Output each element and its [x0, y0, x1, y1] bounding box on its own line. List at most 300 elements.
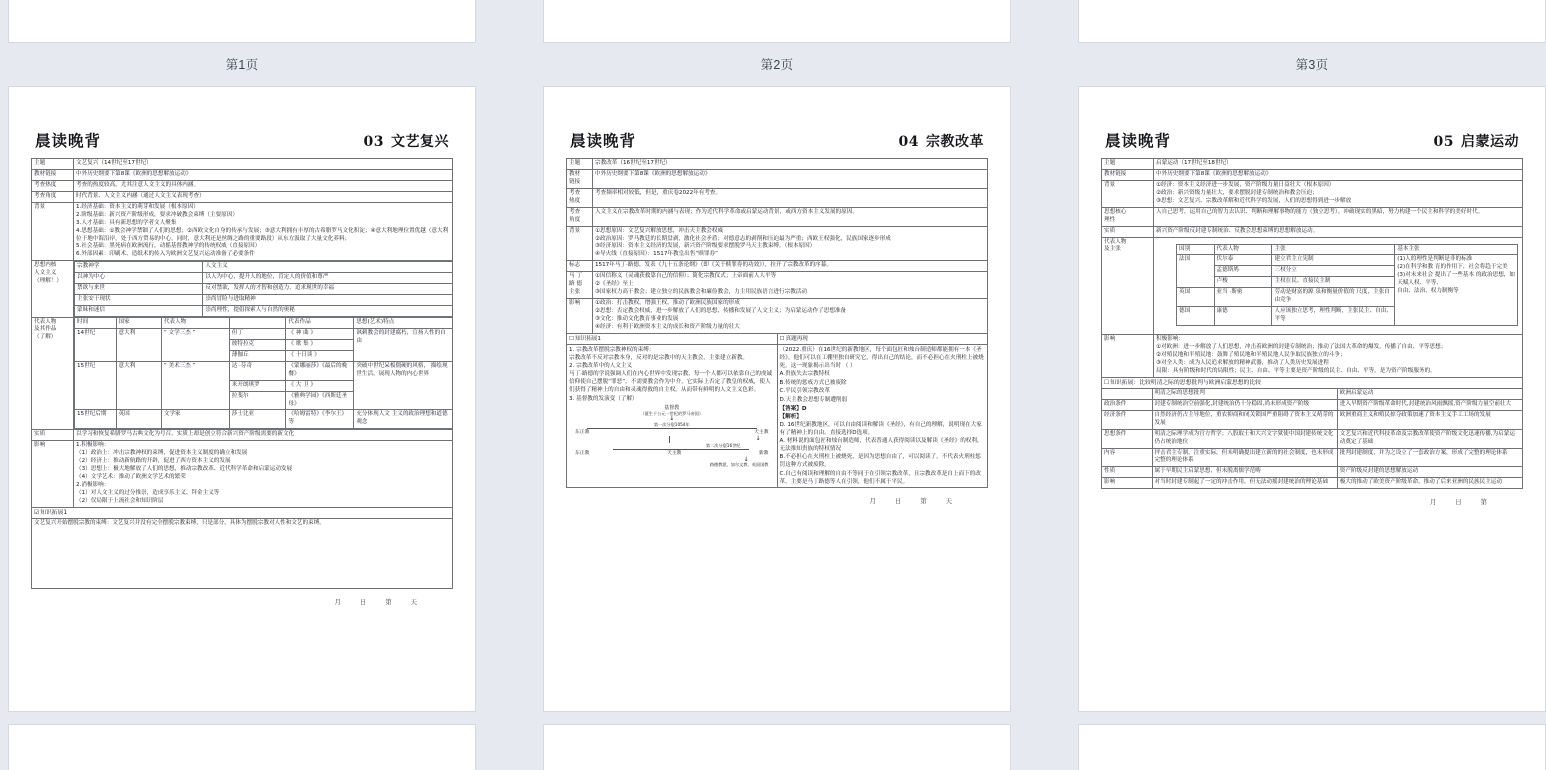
line: （理解！） — [34, 278, 62, 285]
footer-day: 日 — [894, 496, 904, 505]
page-label-2: 第2页 — [760, 58, 794, 72]
line: 人文主义 — [34, 270, 57, 277]
tree-leaf: 路德教派、加尔文教、英国国教 — [709, 462, 769, 468]
tree-connector — [613, 449, 749, 450]
line: 2. 宗教改革中的人文主义 — [569, 363, 633, 370]
cell: 蒙昧和迷信 — [75, 306, 203, 317]
line: 代表人物 — [34, 318, 57, 325]
option: D.天主教会思想专制遭削弱 — [779, 397, 848, 404]
compare-bar-row — [1102, 377, 1523, 388]
table-row — [32, 191, 453, 202]
checkbox-icon: ☑ — [34, 509, 40, 516]
tree-root: 基督教 — [664, 404, 680, 411]
line: 热度 — [569, 197, 581, 204]
page-footer-3 — [1101, 489, 1523, 506]
line: ①经济：资本主义经济进一步发展，资产阶级力量日益壮大（根本原因） — [1156, 181, 1335, 188]
cell-country: 德国 — [1177, 307, 1215, 326]
row-value — [593, 226, 988, 261]
extension-bar-label: 知识拓展1 — [575, 335, 601, 342]
cell-work: 《 神 曲 》 — [286, 328, 354, 339]
arrow-down-icon: ↓ — [743, 456, 749, 464]
row-value: 人文主义在宗教改革时期的内涵与表现；作为近代科学革命或启蒙运动背景，或西方资本主义发展的原因。 — [593, 207, 988, 226]
tree-node: 东正教 — [575, 429, 590, 435]
lesson-title: 宗教改革 — [926, 134, 984, 150]
cell-left: 抨击君主专制，注重实际，但未明确提出建立新的的社会制度，也未形成完整的理论体系 — [1152, 448, 1337, 467]
cell-school: 文学家 — [161, 410, 229, 429]
table-row — [1102, 388, 1523, 399]
line: ③文化：推动文化教育事业的发展 — [595, 315, 679, 322]
page-column-3 — [1078, 0, 1546, 770]
analysis-item: C.自己有阅读和理解的自由不等同于在引领宗教改革，且宗教改革是自上而下的改革，主要是马丁路德等人在引领，他们不属于平民。 — [779, 470, 981, 485]
col-header: 代表人物 — [1214, 244, 1272, 255]
checkbox-icon: ☐ — [569, 335, 575, 342]
lesson-heading — [364, 131, 449, 151]
table-row — [1102, 429, 1523, 448]
cell-left: 对当时封建专制起了一定的冲击作用，但无法动摇封建统治的理论基础 — [1152, 478, 1337, 489]
tree-connector — [587, 428, 757, 429]
row-value: 启蒙运动（17世纪至18世纪） — [1154, 159, 1523, 170]
cell-person: 拉斐尔 — [229, 391, 286, 410]
row-label: 思想条件 — [1102, 429, 1153, 448]
row-label: 考查角度 — [32, 191, 74, 202]
table-row — [32, 202, 453, 261]
line: ③国家权力高干教会；建立独立的民族教会和廉俭教会，力主用民族语言进行宗教活动 — [595, 289, 807, 296]
line: 2.消极影响： — [76, 481, 110, 488]
row-value: 中外历史纲要下第8课《欧洲的思想解放运动》 — [74, 169, 453, 180]
cell-work: 《 十日谈 》 — [286, 350, 354, 361]
line: （1）对人文主义的过分推崇，造成享乐主义、拜金主义等 — [76, 489, 220, 496]
table-row — [75, 361, 453, 380]
table-row — [1102, 467, 1523, 478]
cell-school: “ 文学三杰 ” — [161, 328, 229, 361]
row-label — [1102, 207, 1154, 226]
row-label: 标志 — [567, 261, 593, 272]
row-label: 影响 — [1102, 478, 1153, 489]
line: 思想核心 — [1104, 208, 1127, 215]
tree-root-note: （诞生于公元一世纪的罗马帝国） — [640, 410, 704, 416]
extension-bar — [32, 507, 453, 518]
cell-country: 英国 — [1177, 288, 1215, 307]
cell-left: 自然经济仍占主导地位，重农抑商和闭关锁国严重阻碍了资本主义萌芽的发展 — [1152, 410, 1337, 429]
col-header: 人文主义 — [203, 262, 452, 273]
doc-header-1 — [31, 129, 453, 158]
line: （2）仅局限于上流社会和知识阶层 — [76, 497, 164, 504]
line: 角度 — [569, 216, 581, 223]
page-label-3: 第3页 — [1295, 58, 1329, 72]
tree-split-2: 第二次分裂16世纪 — [705, 442, 741, 448]
humanism-label — [32, 261, 74, 317]
line: 思想内核 — [34, 262, 57, 269]
extension-text: 文艺复兴开始摆脱宗教的束缚：文艺复兴并没有完全摆脱宗教束缚，只是部分。具体为摆脱宗教对人性和文艺的束缚。 — [32, 518, 453, 588]
table-row — [567, 188, 988, 207]
cell-name: 孟德斯鸠 — [1214, 266, 1272, 277]
line: 考查 — [569, 189, 581, 196]
table-row — [567, 344, 988, 487]
lesson-number: 03 — [363, 134, 384, 150]
cell-trait: 充分体现人文 主义的政治理想和道德观念 — [354, 410, 452, 429]
col-header: 欧洲启蒙运动 — [1337, 388, 1522, 399]
influence-row — [1102, 335, 1523, 378]
line: 路 德 — [569, 281, 582, 288]
content-table-2 — [566, 158, 988, 334]
table-row — [32, 159, 453, 170]
table-row — [567, 169, 988, 188]
figures-label — [32, 317, 74, 430]
table-row — [75, 295, 453, 306]
cell-person: 莎士比亚 — [229, 410, 286, 429]
line: ②政治：新兴资级力量壮大，要求摆脱封建专制统治和教会压迫； — [1156, 189, 1318, 196]
footer-day: 日 — [1455, 498, 1464, 507]
row-value: 新兴资产阶级反封建专制统治、反教会思想束缚的思想解放运动。 — [1154, 226, 1523, 237]
cell-time: 15世纪后期 — [75, 410, 117, 429]
footer-days: 天 — [945, 496, 954, 505]
table-row — [567, 159, 988, 170]
col-header — [1102, 388, 1153, 399]
row-label: 主题 — [567, 159, 593, 170]
cell-right: 文艺复兴和近代科技革命及宗教改革使资产阶级文化迅速传播,为启蒙运动奠定了基础 — [1337, 429, 1522, 448]
row-value: 时代背景、人文主义内涵（通过人文主义表现考查） — [74, 191, 453, 202]
humanism-table — [74, 261, 453, 317]
cell-claim: 建立君主立宪制 — [1272, 255, 1395, 266]
row-label: 考查热度 — [32, 180, 74, 191]
row-value: 以学习和恢复希腊罗马古典文化为号召，实质上却是创立符合新兴资产阶级需要的新文化 — [74, 430, 453, 441]
row-label: 实质 — [32, 430, 74, 441]
analysis-label: 【解析】 — [779, 413, 802, 420]
arrow-down-icon: ↓ — [669, 415, 675, 423]
cell-name: 卢梭 — [1214, 277, 1272, 288]
line: ④经济：有利于欧洲资本主义的成长和资产阶级力量的壮大 — [595, 323, 740, 330]
extension-bar-right — [777, 333, 988, 344]
row-value: 中外历史纲要下第8课《欧洲的思想解放运动》 — [1154, 169, 1523, 180]
table-row — [32, 180, 453, 191]
extension-bar-label: 知识拓展1 — [40, 509, 68, 516]
cell-right: 进入早期资产阶级革命时代,封建统治风雨飘摇,资产阶级力量空前壮大 — [1337, 399, 1522, 410]
checkbox-icon: ☐ — [779, 335, 785, 342]
lesson-heading — [899, 131, 984, 151]
line: ①思想原因：文艺复兴解放思想，冲击天主教会权威 — [595, 227, 724, 234]
row-label — [567, 272, 593, 299]
table-row — [75, 284, 453, 295]
table-row — [75, 328, 453, 339]
table-row — [75, 273, 453, 284]
page-sheet-3[interactable] — [1078, 86, 1546, 712]
col-header: 主张 — [1272, 244, 1395, 255]
cell-claim: 主权在民、直接民主制 — [1272, 277, 1395, 288]
cell-work: 《雅典学园》《西斯廷圣母》 — [286, 391, 354, 410]
row-value — [74, 441, 453, 508]
line: 4.思想基础：①教会神学禁锢了人们的思想；②西欧文化自身的传承与发展；③意大利拥有丰厚的古希腊罗马文化积淀；④意大利地理位置优越（意大利位于地中海沿岸，处于西方贸易的中心，同时，意大利还是丝绸之路的重要路段）从东方汲取了大量文化养料； — [76, 227, 449, 242]
compare-table — [1101, 388, 1523, 489]
col-header: 代表作品 — [286, 318, 354, 329]
next-page-stub — [543, 724, 1011, 770]
table-row — [1102, 410, 1523, 429]
table-row — [1102, 226, 1523, 237]
cell-school: “ 美术三杰 ” — [161, 361, 229, 410]
line: 积极影响： — [1156, 336, 1184, 342]
table-row — [567, 261, 988, 272]
footer-ordinal: 第 — [1480, 498, 1489, 507]
cell-trait: 讽刺教会的封建腐朽，宣扬人性的自由 — [354, 328, 452, 361]
cell-person: 达 ·芬奇 — [229, 361, 286, 380]
cell-trait: 突破中世纪呆板僵硬的风格， 描绘现世生活，展现人物的内心世界 — [354, 361, 452, 410]
cell-right: 欧洲重商主义和殖民掠夺政策加速了资本主义手工工场的发展 — [1337, 410, 1522, 429]
brand-title: 晨读晚背 — [1105, 131, 1172, 150]
table-row — [75, 262, 453, 273]
humanism-row — [32, 261, 453, 317]
row-label: 性质 — [1102, 467, 1153, 478]
table-row — [75, 318, 453, 329]
doc-header-3 — [1101, 129, 1523, 158]
row-label: 主题 — [32, 159, 74, 170]
cell-name: 康德 — [1214, 307, 1272, 326]
row-label: 政治条件 — [1102, 399, 1153, 410]
row-label: 经济条件 — [1102, 410, 1153, 429]
tree-node: 天主教 — [754, 429, 769, 435]
row-label: 主题 — [1102, 159, 1154, 170]
cell: 禁欲与来世 — [75, 284, 203, 295]
footer-month: 月 — [1429, 498, 1439, 507]
row-value: 宗教改革（16世纪至17世纪） — [593, 159, 988, 170]
thinkers-row — [1102, 237, 1523, 335]
row-label: 实质 — [1102, 226, 1154, 237]
line: （4）文学艺术：推动了欧洲文学艺术的繁荣 — [76, 474, 186, 480]
cell-right: 批判封建制度，并为之设立了一套政治方案，形成了完整的理论体系 — [1337, 448, 1522, 467]
cell-person: 但丁 — [229, 328, 286, 339]
table-row — [567, 207, 988, 226]
line: 及其作品 — [34, 326, 57, 333]
cell-claim: 劳动是财富的源 泉和衡量价值的 尺度，主张自由竞争 — [1272, 288, 1395, 307]
table-row — [1102, 159, 1523, 170]
cell-work: 《哈姆雷特》《李尔王》等 — [286, 410, 354, 429]
line: (3)对未来社会 提出了一些基本 的政治思想，如天赋人权、平等、 — [1397, 272, 1515, 287]
previous-page-stub — [543, 0, 1011, 43]
row-label: 背景 — [567, 226, 593, 261]
footer-month: 月 — [869, 496, 878, 505]
row-label: 影响 — [32, 441, 74, 508]
option: B.传统的惩戒方式已被废除 — [779, 379, 847, 386]
arrow-down-icon: ↓ — [755, 434, 761, 442]
line: 1.经济基础：资本主义的萌芽和发展（根本原因） — [76, 203, 199, 210]
cell: 崇尚理性，提倡探索人与自然的奥秘 — [203, 306, 452, 317]
line: ①政治：打击教权，增强王权，推动了欧洲民族国家的形成 — [595, 300, 740, 307]
thinkers-table — [1176, 244, 1518, 327]
cell-person: 薄伽丘 — [229, 350, 286, 361]
row-value: 文艺复兴（14世纪至17世纪） — [74, 159, 453, 170]
table-row — [1102, 207, 1523, 226]
doc-header-2 — [566, 129, 988, 158]
cell-country: 法国 — [1177, 255, 1215, 288]
two-column-table-2 — [566, 333, 988, 488]
footer-ordinal: 第 — [920, 496, 929, 505]
line: 5.社会基础：黑死病在欧洲流行，动摇基督教神学的传统权威（直接原因） — [76, 243, 261, 250]
compare-bar-label: 知识拓展：比较明清之际的思想批判与欧洲启蒙思想的比较 — [1110, 379, 1261, 386]
col-header: 国别 — [1177, 244, 1215, 255]
figures-table — [74, 317, 453, 429]
cell-basic-claims — [1395, 255, 1518, 326]
cell-claim: 三权分立 — [1272, 266, 1395, 277]
brand-title: 晨读晚背 — [35, 131, 102, 150]
line: ③经济原因：资本主义经济的发展，新兴资产阶级要求摆脱罗马天主教束缚。（根本原因） — [595, 243, 816, 250]
page-label-1: 第1页 — [225, 58, 259, 72]
figures-row — [32, 317, 453, 430]
page-sheet-1[interactable] — [8, 86, 476, 712]
line: 代表人物 — [1104, 238, 1127, 245]
line: 考查 — [569, 208, 581, 215]
line: ②《圣经》至上 — [595, 281, 634, 288]
question-options — [780, 370, 986, 404]
lesson-number: 05 — [1433, 134, 1454, 150]
content-table-1 — [31, 158, 453, 589]
row-value — [1154, 180, 1523, 207]
line: ③思想：文艺复兴、宗教改革解和近代科学的发展，人们的思想得到进一步解放 — [1156, 197, 1352, 204]
col-header: 明清之际的思想批判 — [1152, 388, 1337, 399]
analysis-item: B.不必担心在火刑柱上被烧死，是因为思想自由了，可以阅读了，不代表火刑柱惩罚这种方式被废除。 — [779, 454, 981, 469]
page-footer-2 — [566, 488, 988, 505]
table-row — [567, 272, 988, 299]
cell-person: 米开朗琪罗 — [229, 380, 286, 391]
page-column-2 — [543, 0, 1011, 770]
cell-name: 亚当 ·斯密 — [1214, 288, 1272, 307]
row-label — [567, 188, 593, 207]
line: 教材 — [569, 170, 581, 177]
line: ③对全人类：成为人民追求解放的精神武器，推动了人类历史发展进程 — [1156, 359, 1329, 366]
row-label: 内容 — [1102, 448, 1153, 467]
cell-right: 极大的推动了欧美资产阶级革命，推动了后来亚洲的民族民主运动 — [1337, 478, 1522, 489]
christianity-tree-diagram — [569, 403, 775, 469]
col-header: 宗教神学 — [75, 262, 203, 273]
extension-text-row — [32, 518, 453, 588]
footer-day: 日 — [359, 597, 369, 606]
tree-connector — [669, 436, 670, 443]
row-label — [567, 207, 593, 226]
figures-table-cell — [74, 317, 453, 430]
col-header: 国家 — [116, 318, 161, 329]
table-row — [75, 306, 453, 317]
table-row — [1102, 169, 1523, 180]
row-value — [74, 202, 453, 261]
line: 1. 宗教改革摆脱宗教神权的束缚： — [569, 346, 655, 353]
analysis-item: A. 材料说的面包匠和烛台制造师，代表普通人获得阅读以及解读《圣经》的权利，无法推知贵族的特权情况 — [779, 438, 983, 453]
row-value — [593, 299, 988, 334]
row-label — [567, 169, 593, 188]
table-row — [1177, 255, 1518, 266]
next-page-stub — [1078, 724, 1546, 770]
table-row — [1102, 448, 1523, 467]
cell-time: 15世纪 — [75, 361, 117, 410]
knowledge-extension-cell — [567, 344, 778, 487]
option: C.平民引领宗教改革 — [779, 388, 830, 395]
cell-work: 《 大 卫 》 — [286, 380, 354, 391]
cell: 主张安于现状 — [75, 295, 203, 306]
row-value — [593, 272, 988, 299]
checkbox-icon: ☐ — [1104, 379, 1110, 386]
footer-ordinal: 第 — [385, 597, 394, 606]
analysis-item: D. 16世纪新教地区，可以自由阅读和解读《圣经》，有自己的理解，说明现在大家有了精神上的自由。直接选择D选项。 — [779, 421, 982, 437]
line: 自由、法治、权力制衡等 — [1397, 288, 1459, 295]
line: （了解） — [34, 334, 57, 341]
compare-bar — [1102, 377, 1523, 388]
next-page-stub — [8, 724, 476, 770]
cell-country: 英国 — [116, 410, 161, 429]
table-row — [567, 226, 988, 261]
col-header — [229, 318, 286, 329]
page-column-1 — [8, 0, 476, 770]
cell-left: 明清之际理学成为官方哲学；八股取士和大兴文字狱使中国封建传统文化仍占统治地位 — [1152, 429, 1337, 448]
thinkers-table-cell — [1154, 237, 1523, 335]
cell: 以神为中心 — [75, 273, 203, 284]
answer-label: 【答案】D — [779, 405, 807, 412]
previous-page-stub — [1078, 0, 1546, 43]
lesson-heading — [1434, 131, 1519, 151]
row-label: 背景 — [1102, 180, 1154, 207]
row-label: 教材链接 — [32, 169, 74, 180]
line: （1）政治上：冲击宗教神权的束缚，促进资本主义制度的确立和发展 — [76, 450, 248, 457]
cell: 崇尚冒险与进取精神 — [203, 295, 452, 306]
line: 及主张 — [1104, 246, 1121, 253]
line: ①因信称义（灵魂获救靠自己的信仰）；简化宗教仪式；上帝面前人人平等 — [595, 273, 777, 280]
table-row — [567, 299, 988, 334]
row-value: 人自己思考，运用自己的智力去认识、判断和理解事物的能力（独立思考）。冲破现实的黑暗，努力构建一个民主和科学的美好时代。 — [1154, 207, 1523, 226]
exam-question-cell — [777, 344, 988, 487]
row-value — [1154, 335, 1523, 378]
brand-title: 晨读晚背 — [570, 131, 637, 150]
col-header: 时间 — [75, 318, 117, 329]
cell-country: 意大利 — [116, 361, 161, 410]
previous-page-stub — [8, 0, 476, 43]
line: ②政治原因：罗马教廷的长期盘剥，激化社会矛盾；对德意志的剥削和压迫最为严重；西欧王权强化，民族国家逐步形成 — [595, 235, 891, 242]
influence-row — [32, 441, 453, 508]
line: （2）经济上：推动新航路的开辟，促进了西方资本主义的发展 — [76, 458, 231, 465]
cell-work: 《蒙娜丽莎》《最后的晚餐》 — [286, 361, 354, 380]
row-label: 影响 — [567, 299, 593, 334]
extension-bar-row — [32, 507, 453, 518]
line: 宗教改革不反对宗教本身，反对的是宗教中的天主教会，主张建立新教。 — [569, 355, 749, 362]
tree-node: 天主教 — [666, 451, 682, 457]
table-row — [1177, 244, 1518, 255]
line: 链接 — [569, 178, 581, 185]
cell-claim: 人应该独立思考，理性判断，主张民主、自由、平等 — [1272, 307, 1395, 326]
option: A.贵族失去宗教特权 — [779, 371, 830, 378]
thinkers-label — [1102, 237, 1154, 335]
line: 马丁·路德的学说强调人们在内心世界中发现宗教，每一个人都可以依靠自己的虔诚信仰使自己摆脱“罪恶”，不需要教会作为中介，它实际上否定了教皇的权威，使人们获得了精神上的自由和灵魂得救的自主权。从而带有鲜明的人文主义色彩。 — [569, 371, 773, 394]
page-sheet-2[interactable] — [543, 86, 1011, 712]
line: 6.外部因素：印刷术、造纸术的传入为欧洲文艺复兴运动准备了必要条件 — [76, 251, 255, 258]
lesson-number: 04 — [898, 134, 919, 150]
cell: 反对禁欲，发挥人的才智和创造力，追求现世的幸福 — [203, 284, 452, 295]
line: ②对殖民地和半殖民地：鼓舞了殖民地和半殖民地人民争取民族独立的斗争； — [1156, 351, 1346, 358]
line: ②思想：否定教会权威，进一步解放了人们的思想，传播和发展了人文主义；为启蒙运动作了思想准备 — [595, 308, 847, 314]
essence-row — [32, 430, 453, 441]
table-row — [567, 333, 988, 344]
line: 局限：具有阶级和时代的局限性；民主、自由、平等主要是资产阶级的民主、自由、平等，是为资产阶级服务的。 — [1156, 367, 1436, 374]
cell-person: 彼特拉克 — [229, 339, 286, 350]
line: 主张 — [569, 289, 581, 296]
table-row — [1102, 399, 1523, 410]
table-row — [75, 410, 453, 429]
lesson-title: 启蒙运动 — [1461, 134, 1519, 150]
line: 3. 基督教的发演变（了解） — [569, 395, 638, 402]
content-table-3 — [1101, 158, 1523, 389]
cell-right: 资产阶级反封建的思想解放运动 — [1337, 467, 1522, 478]
question-stem: （2022.重庆）在16世纪的新教地区，每个面包匠和烛台制造师都能拥有一本《圣经》。他们可以在工棚里独自研究它，得出自己的结论，而不必担心在火刑柱上被烧死。这一现象揭示出当时 （ ） — [779, 346, 984, 370]
extension-bar-left — [567, 333, 778, 344]
cell-name: 伏尔泰 — [1214, 255, 1272, 266]
line: ①对欧洲：进一步解放了人们思想，冲击着欧洲的封建专制统治；推动了法国大革命的爆发，传播了自由、平等思想； — [1156, 343, 1447, 350]
footer-month: 月 — [334, 597, 343, 606]
line: 马 丁 — [569, 273, 582, 280]
page-footer-1 — [31, 589, 453, 606]
line: ④导火线（直接原因）：1517年教皇出售“赎罪券” — [595, 251, 718, 258]
